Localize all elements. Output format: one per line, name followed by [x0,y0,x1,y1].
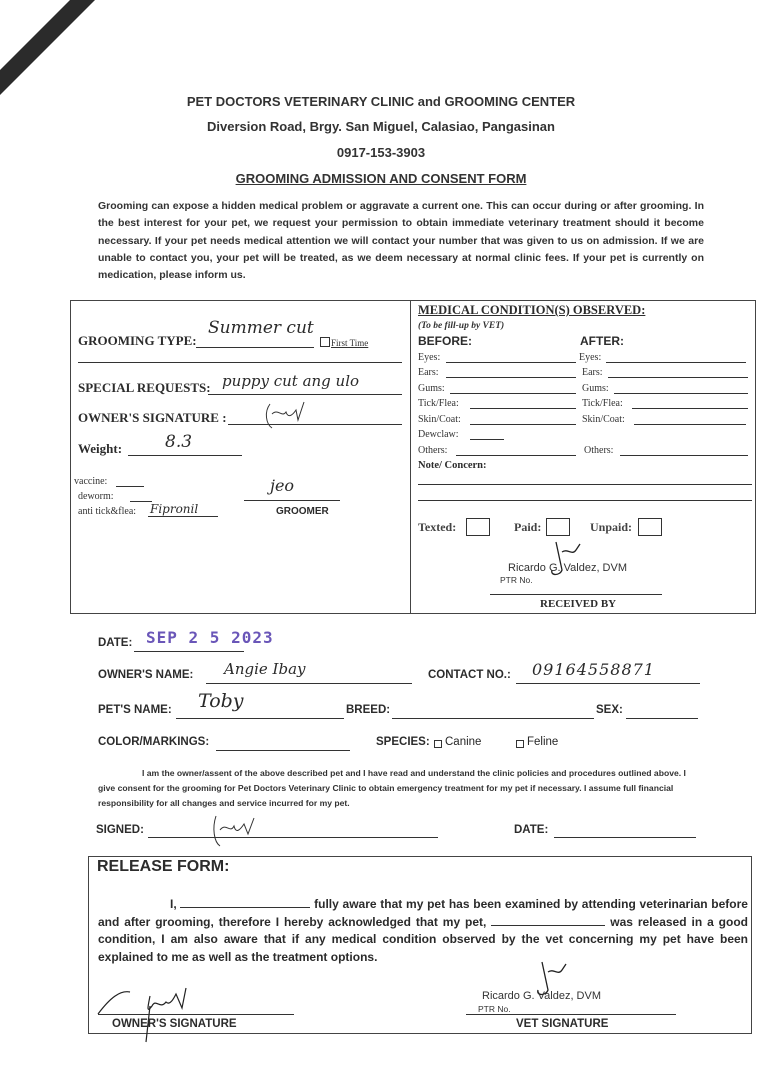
grooming-type-line-2 [78,362,402,363]
contact-value[interactable]: 09164558871 [532,660,655,679]
after-tickflea: Tick/Flea: [582,398,623,409]
before-skincoat-line[interactable] [470,424,576,425]
pet-name-value[interactable]: Toby [198,690,244,712]
special-requests-line [208,394,402,395]
feline-label: Feline [527,736,559,748]
color-markings-line[interactable] [216,750,350,751]
owner-name-line [206,683,412,684]
signed-date-label: DATE: [514,824,549,836]
anti-tick-line [148,516,218,517]
before-gums: Gums: [418,383,445,394]
groomer-label: GROOMER [276,506,329,517]
unpaid-label: Unpaid: [590,520,633,534]
unpaid-checkbox[interactable] [638,518,662,536]
note-line-1[interactable] [418,484,752,485]
before-ears: Ears: [418,367,439,378]
release-vet-sig-label: VET SIGNATURE [516,1018,609,1030]
grooming-type-line [196,347,314,348]
date-line [134,651,244,652]
contact-label: CONTACT NO.: [428,669,511,681]
release-text-2: fully aware that my pet has been examined by attending veterinarian before and after grooming, therefore I hereby acknowledged that my pet, [98,897,748,929]
before-eyes-line[interactable] [446,362,576,363]
release-owner-line[interactable] [180,897,310,908]
groomer-value[interactable]: jeo [270,476,295,495]
note-line-2[interactable] [418,500,752,501]
after-tickflea-line[interactable] [632,408,748,409]
weight-label: Weight: [78,441,123,456]
ptr-label: PTR No. [500,575,533,585]
special-requests-label: SPECIAL REQUESTS: [78,380,211,395]
signed-line [148,837,438,838]
sex-line[interactable] [626,718,698,719]
before-tickflea: Tick/Flea: [418,398,459,409]
before-others-line[interactable] [456,455,576,456]
species-label: SPECIES: [376,736,430,748]
paid-label: Paid: [514,520,542,534]
owner-name-label: OWNER'S NAME: [98,669,194,681]
consent-paragraph: I am the owner/assent of the above described pet and I have read and understand the clinic policies and procedures outlined above. I give consent for the grooming for Pet Doctors Veterinary Clinic to obtain emergency treatment for my pet if necessary. I assume full financial responsibility for all changes and service incurred for my pet. [98,768,686,808]
texted-checkbox[interactable] [466,518,490,536]
anti-tick-label: anti tick&flea: [78,506,137,517]
date-stamp[interactable]: SEP 2 5 2023 [146,628,274,647]
owner-signature-line [228,424,402,425]
after-ears-line[interactable] [608,377,748,378]
before-label: BEFORE: [418,334,472,348]
release-title: RELEASE FORM: [97,858,230,875]
received-by-line [490,594,662,595]
before-dewclaw: Dewclaw: [418,429,459,440]
medical-title: MEDICAL CONDITION(S) OBSERVED: [418,303,646,317]
after-skincoat-line[interactable] [634,424,746,425]
after-eyes-line[interactable] [606,362,746,363]
owner-name-value[interactable]: Angie Ibay [224,660,306,678]
grooming-type-value[interactable]: Summer cut [208,318,314,338]
after-others-line[interactable] [620,455,748,456]
first-time-checkbox[interactable] [320,337,330,347]
note-concern-label: Note/ Concern: [418,460,487,471]
canine-checkbox[interactable] [434,740,442,748]
before-ears-line[interactable] [446,377,576,378]
grooming-type-label: GROOMING TYPE: [78,333,197,348]
owner-signature-label: OWNER'S SIGNATURE : [78,410,227,425]
clinic-name: PET DOCTORS VETERINARY CLINIC and GROOMING CENTER [186,94,576,109]
vet-name: Ricardo G. Valdez, DVM [508,562,628,574]
vaccine-label: vaccine: [74,476,108,487]
pet-name-label: PET'S NAME: [98,704,172,716]
release-ptr-label: PTR No. [478,1004,511,1014]
after-gums-line[interactable] [614,393,748,394]
date-label: DATE: [98,637,133,649]
before-eyes: Eyes: [418,352,441,363]
deworm-label: deworm: [78,491,114,502]
folded-corner [0,0,70,70]
release-pet-line[interactable] [491,915,605,926]
before-gums-line[interactable] [450,393,576,394]
pet-name-line [176,718,344,719]
before-tickflea-line[interactable] [470,408,576,409]
feline-checkbox[interactable] [516,740,524,748]
canine-label: Canine [445,736,482,748]
release-owner-sig-label: OWNER'S SIGNATURE [112,1018,237,1030]
texted-label: Texted: [418,520,457,534]
breed-label: BREED: [346,704,391,716]
release-text-3: was released in a good condition, I am also aware that if any medical condition observed by the vet concerning my pet have been explained to me as well as the treatment options. [98,914,748,965]
contact-line [516,683,700,684]
paid-checkbox[interactable] [546,518,570,536]
panel-divider [410,300,411,614]
clinic-phone: 0917-153-3903 [336,145,426,160]
breed-line[interactable] [392,718,594,719]
intro-paragraph: Grooming can expose a hidden medical problem or aggravate a current one. This can occur during or after grooming. In the best interest for your pet, we request your permission to obtain immediate veterinary treatment should it become necessary. If your pet needs medical attention we will contact your number that was given to us on admission. If we are unable to contact you, your pet will be treated, as we deem necessary at normal clinic fees. If your pet is currently on medication, please inform us. [98,200,704,282]
deworm-line [130,501,152,502]
form-title: GROOMING ADMISSION AND CONSENT FORM [235,171,527,186]
owner-signature-scribble [262,398,312,432]
weight-line [128,455,242,456]
release-paragraph [98,896,748,967]
vet-signature-scribble [536,540,586,580]
release-text-1: I, [170,897,177,911]
clinic-address: Diversion Road, Brgy. San Miguel, Calasiao, Pangasinan [207,119,555,134]
signed-date-line[interactable] [554,837,696,838]
color-markings-label: COLOR/MARKINGS: [98,736,210,748]
after-skincoat: Skin/Coat: [582,414,625,425]
release-owner-signature-scribble [96,984,206,1046]
before-dewclaw-line[interactable] [470,439,504,440]
vaccine-line [116,486,144,487]
first-time-label: First Time [331,338,369,348]
special-requests-value[interactable]: puppy cut ang ulo [222,372,360,390]
medical-subtitle: (To be fill-up by VET) [418,321,505,331]
release-vet-sig-line [466,1014,676,1015]
received-by-label: RECEIVED BY [540,598,617,610]
after-ears: Ears: [582,367,603,378]
groomer-line [244,500,340,501]
release-owner-sig-line [98,1014,294,1015]
weight-value[interactable]: 8.3 [165,432,193,452]
after-others: Others: [584,445,614,456]
after-label: AFTER: [580,334,624,348]
sex-label: SEX: [596,704,623,716]
after-gums: Gums: [582,383,609,394]
before-others: Others: [418,445,448,456]
after-eyes: Eyes: [579,352,602,363]
before-skincoat: Skin/Coat: [418,414,461,425]
signed-signature-scribble [210,812,260,850]
release-vet-name: Ricardo G. Valdez, DVM [482,990,602,1002]
signed-label: SIGNED: [96,824,144,836]
anti-tick-value[interactable]: Fipronil [150,502,199,516]
